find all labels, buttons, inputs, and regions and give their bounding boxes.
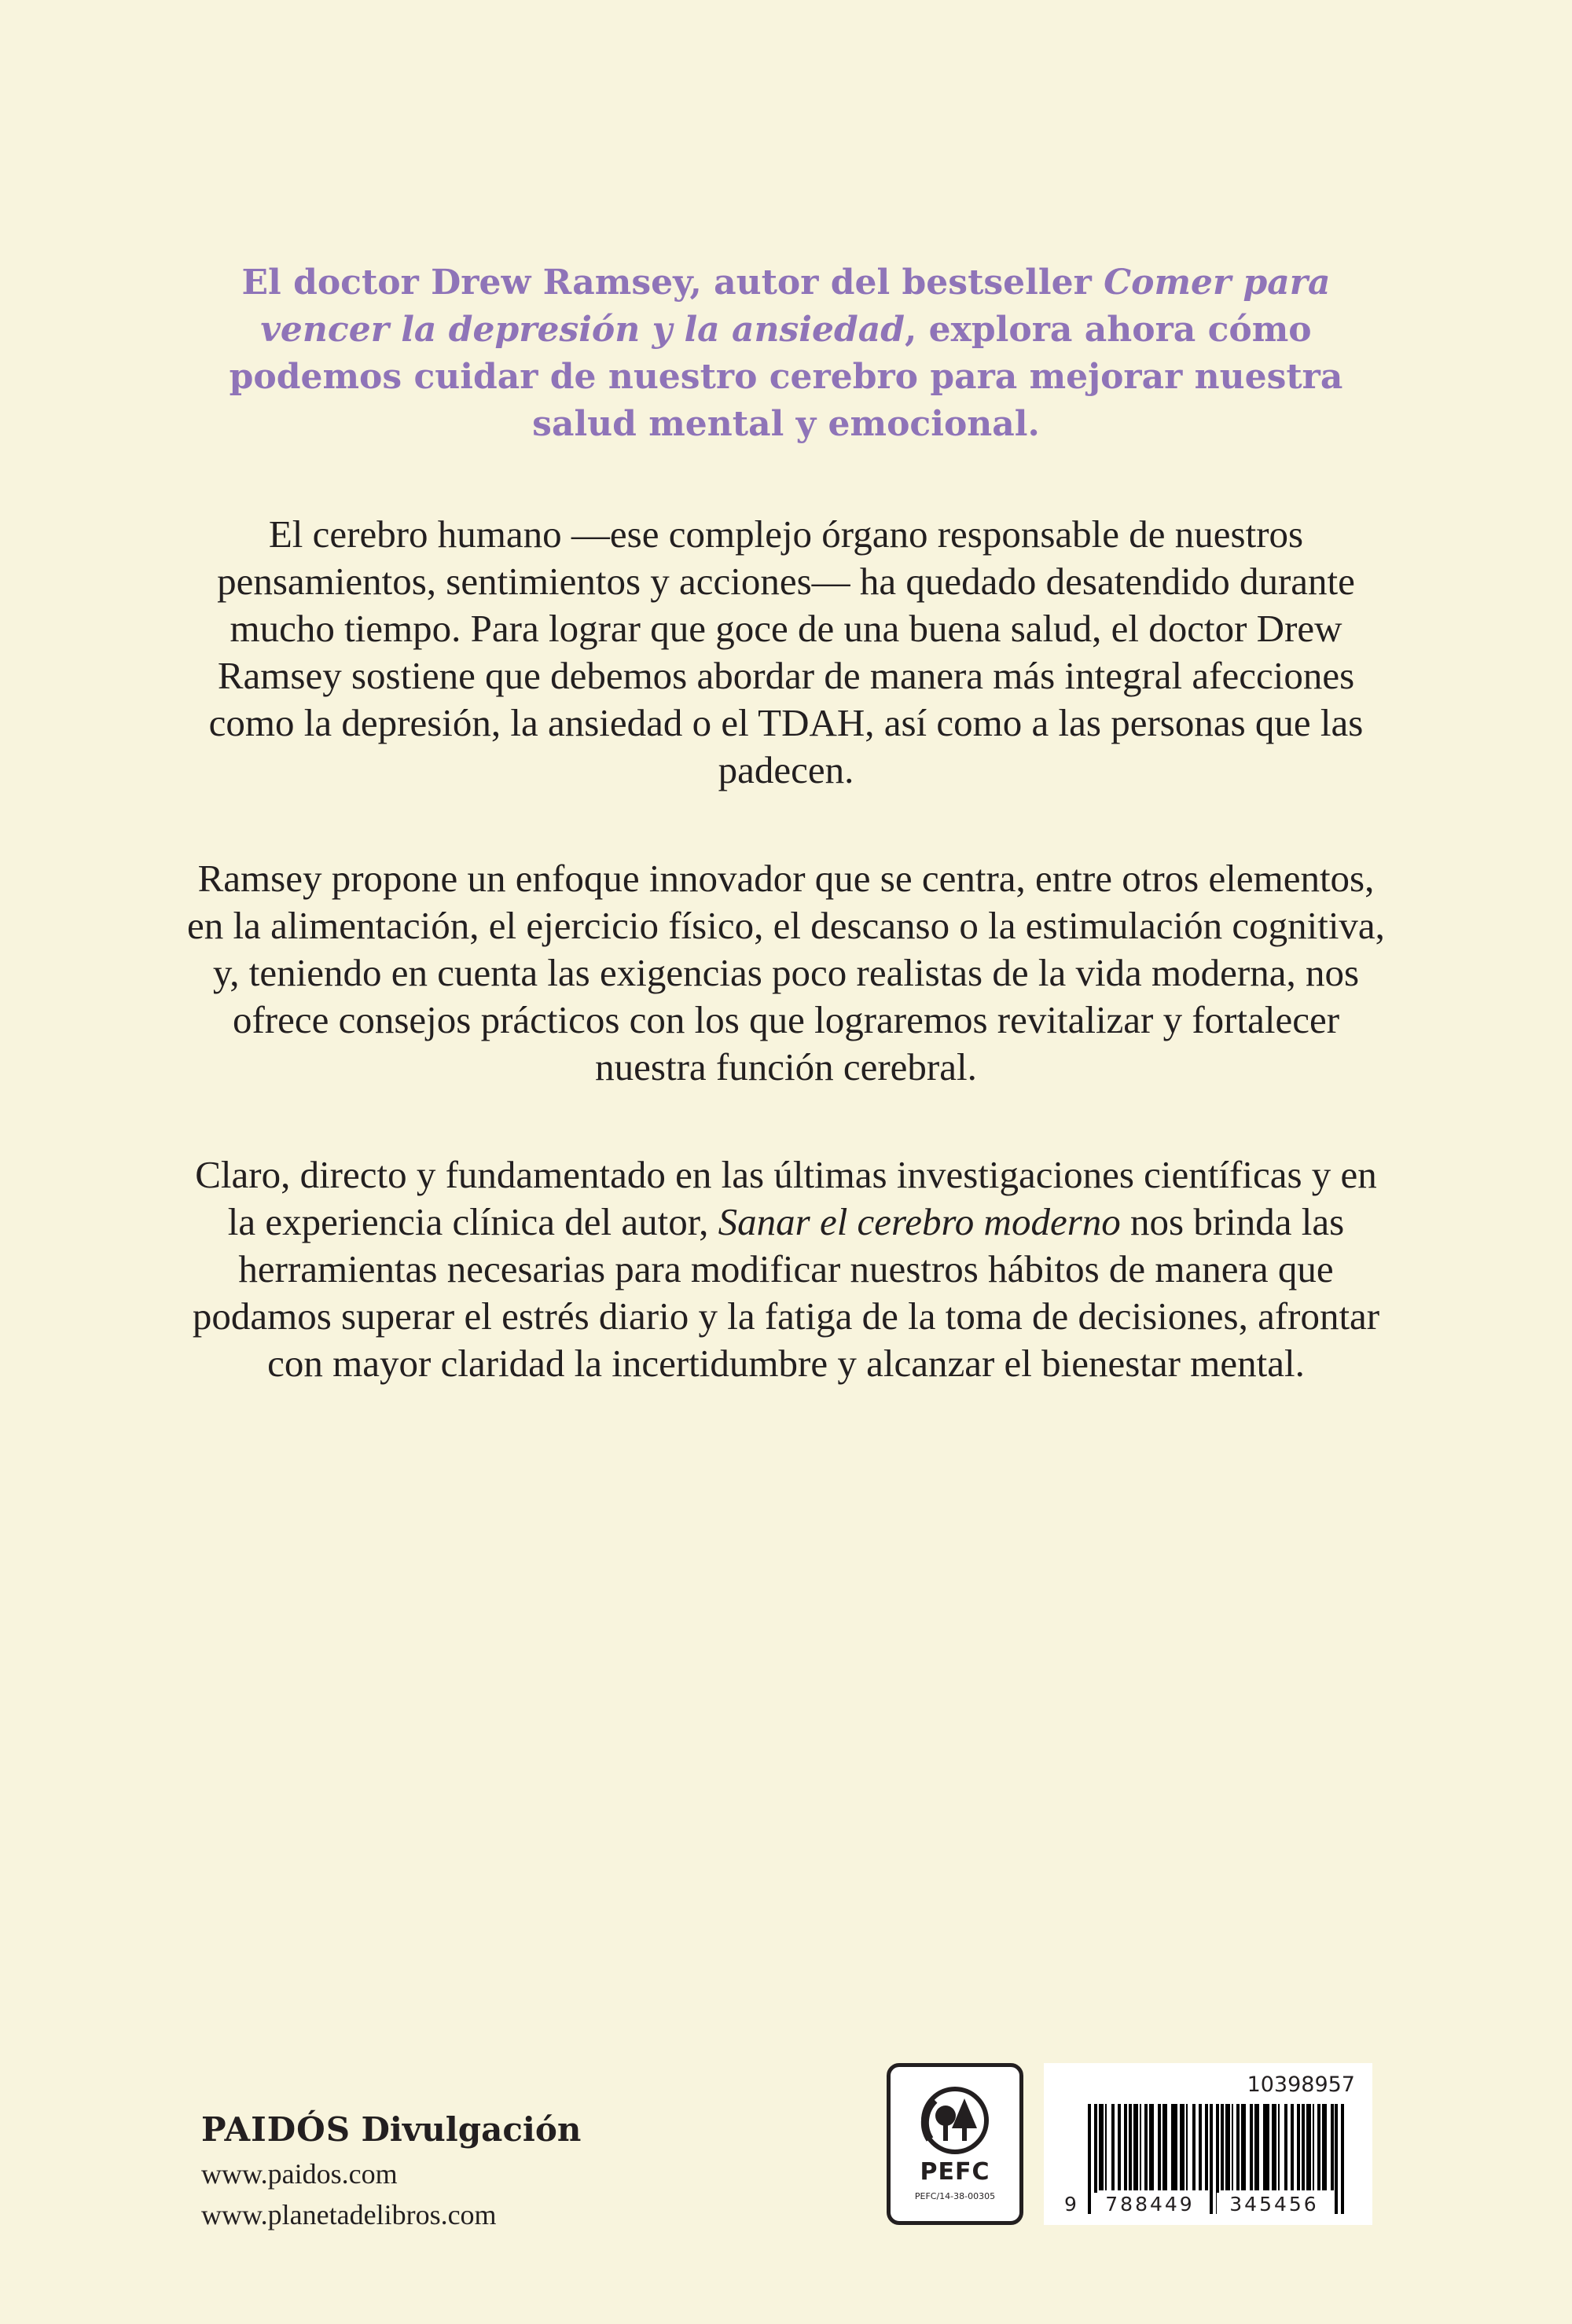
- barcode-bar: [1144, 2104, 1148, 2190]
- barcode-bar: [1205, 2104, 1208, 2190]
- barcode-bar: [1331, 2104, 1334, 2190]
- pefc-name: PEFC: [920, 2158, 990, 2186]
- publisher-collection: Divulgación: [361, 2110, 582, 2149]
- barcode-guard-bar: [1210, 2104, 1213, 2214]
- body-paragraph-2: Ramsey propone un enfoque innovador que se centra, entre otros elementos, en la alimentación, el ejercicio físico, el descanso o la estimulación cognitiva, y, teniendo en cuenta las exigencias poco realistas de la vida moderna, nos ofrece consejos prácticos con los que lograremos revitalizar y fortalecer nuestra función cerebral.: [187, 857, 1385, 1089]
- pefc-license-code: PEFC/14-38-00305: [914, 2191, 996, 2201]
- barcode-bar: [1099, 2104, 1104, 2190]
- barcode-bar: [1186, 2104, 1188, 2190]
- pefc-certification-label: [887, 2063, 1023, 2225]
- barcode-bar: [1149, 2104, 1154, 2190]
- barcode-bar: [1263, 2104, 1269, 2190]
- barcode-bar: [1192, 2104, 1196, 2190]
- pefc-trees-icon: [919, 2084, 991, 2157]
- lead-text-1: El doctor Drew Ramsey, autor del bestseller: [241, 263, 1104, 303]
- product-code: 10398957: [1247, 2073, 1355, 2097]
- barcode-bar: [1254, 2104, 1259, 2190]
- publisher-brand: PAIDÓS: [201, 2110, 351, 2149]
- barcode-bar: [1162, 2104, 1167, 2190]
- book-title: Sanar el cerebro moderno: [718, 1200, 1121, 1243]
- barcode-bar: [1118, 2104, 1121, 2190]
- barcode-bar: [1297, 2104, 1300, 2190]
- barcode-bar: [1111, 2104, 1115, 2190]
- barcode-bar: [1129, 2104, 1132, 2190]
- barcode-bar: [1250, 2104, 1253, 2190]
- body-paragraph-3: [181, 1151, 1391, 1387]
- barcode-bar: [1140, 2104, 1141, 2190]
- barcode-guard-bar: [1088, 2104, 1091, 2214]
- barcode-bar: [1236, 2104, 1240, 2190]
- publisher-url-2: www.planetadelibros.com: [201, 2199, 497, 2230]
- barcode-bar: [1306, 2104, 1311, 2190]
- barcode-bar: [1317, 2104, 1320, 2190]
- barcode-bar: [1221, 2104, 1224, 2190]
- barcode-bar: [1313, 2104, 1314, 2190]
- barcode-guard-bar: [1335, 2104, 1338, 2214]
- referenced-book-title: Comer para vencer la depresión y la ansiedad: [260, 263, 1331, 350]
- barcode-bar: [1284, 2104, 1287, 2190]
- body3-text-2: nos brinda las herramientas necesarias para modificar nuestros hábitos de manera que podamos superar el estrés diario y la fatiga de la toma de decisiones, afrontar con mayor claridad la incertidumbre y alcanzar el bienestar mental.: [192, 1200, 1380, 1385]
- lead-text-2: , explora ahora cómo podemos cuidar de nuestro cerebro para mejorar nuestra salud mental y emocional.: [229, 310, 1343, 444]
- barcode-bar: [1133, 2104, 1138, 2190]
- barcode-bar: [1241, 2104, 1246, 2190]
- barcode-label: [1044, 2063, 1372, 2225]
- publisher-url-1: www.paidos.com: [201, 2158, 398, 2190]
- barcode-guard-bar: [1341, 2104, 1344, 2214]
- barcode-bar: [1278, 2104, 1280, 2190]
- barcode-bar: [1180, 2104, 1185, 2190]
- barcode-bar: [1291, 2104, 1294, 2190]
- isbn-first-digit: 9: [1064, 2193, 1077, 2216]
- barcode-bar: [1124, 2104, 1127, 2190]
- body-paragraph-1: El cerebro humano —ese complejo órgano responsable de nuestros pensamientos, sentimientos y acciones— ha quedado desatendido durante mucho tiempo. Para lograr que goce de una buena salud, el doctor Drew Ramsey sostiene que debemos abordar de manera más integral afecciones como la depresión, la ansiedad o el TDAH, así como a las personas que las padecen.: [208, 512, 1364, 791]
- barcode-bar: [1105, 2104, 1107, 2190]
- publisher-block: [201, 2106, 581, 2235]
- barcode-bar: [1322, 2104, 1327, 2190]
- isbn-right-digits: 345456: [1217, 2193, 1331, 2216]
- lead-summary: [189, 259, 1383, 448]
- barcode-bar: [1302, 2104, 1305, 2190]
- body3-text-1: Claro, directo y fundamentado en las últimas investigaciones científicas y en la experiencia clínica del autor,: [195, 1153, 1377, 1243]
- barcode-bar: [1272, 2104, 1276, 2190]
- barcode-bar: [1158, 2104, 1161, 2190]
- isbn-left-digits: 788449: [1093, 2193, 1207, 2216]
- barcode-bar: [1232, 2104, 1233, 2190]
- barcode-bar: [1171, 2104, 1177, 2190]
- barcode-bar: [1199, 2104, 1202, 2190]
- barcode-bar: [1225, 2104, 1230, 2190]
- publisher-imprint: [201, 2106, 581, 2153]
